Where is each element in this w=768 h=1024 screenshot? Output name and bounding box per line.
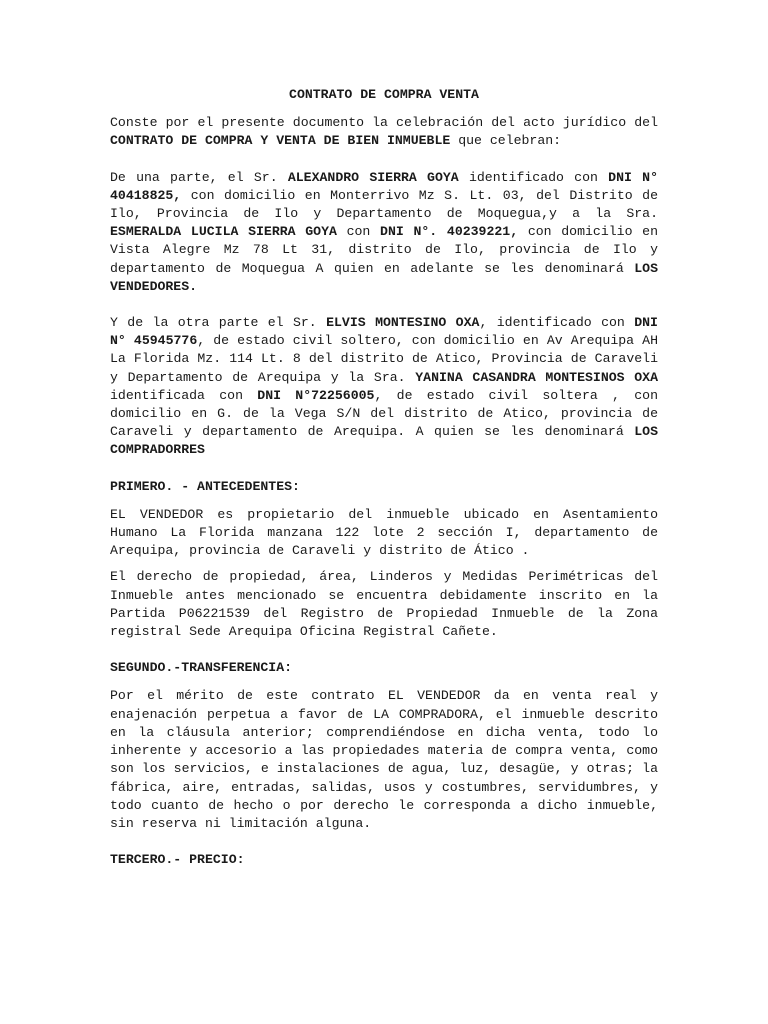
intro-paragraph: Conste por el presente documento la celebración del acto jurídico del CONTRATO DE COMPRA Y VENTA DE BIEN INMUEBLE que celebran: xyxy=(110,115,658,149)
document-title: CONTRATO DE COMPRA VENTA xyxy=(289,87,479,102)
section-heading-precio: TERCERO.- PRECIO: xyxy=(110,852,245,868)
section-heading-transferencia: SEGUNDO.-TRANSFERENCIA: xyxy=(110,660,293,676)
section-heading-antecedentes: PRIMERO. - ANTECEDENTES: xyxy=(110,478,300,494)
contract-page xyxy=(110,86,658,879)
sellers-paragraph: De una parte, el Sr. ALEXANDRO SIERRA GOYA identificado con DNI N° 40418825, con domicilio en Monterrivo Mz S. Lt. 03, del Distrito de Ilo, Provincia de Ilo y Departamento de Moquegua,y a la Sra. ESMERALDA LUCILA SIERRA GOYA con DNI N°. 40239221, con domicilio en Vista Alegre Mz 78 Lt 31, distrito de Ilo, provincia de Ilo y departamento de Moquegua A quien en adelante se les denominará LOS VENDEDORES. xyxy=(110,169,658,294)
antecedentes-paragraph-1: EL VENDEDOR es propietario del inmueble ubicado en Asentamiento Humano La Florida manzana 122 lote 2 sección I, departamento de Arequipa, provincia de Caraveli y distrito de Ático . xyxy=(110,506,658,559)
buyers-paragraph: Y de la otra parte el Sr. ELVIS MONTESINO OXA, identificado con DNI N° 45945776, de estado civil soltero, con domicilio en Av Arequipa AH La Florida Mz. 114 Lt. 8 del distrito de Atico, Provincia de Caraveli y Departamento de Arequipa y la Sra. YANINA CASANDRA MONTESINOS OXA identificada con DNI N°72256005, de estado civil soltera , con domicilio en G. de la Vega S/N del distrito de Atico, provincia de Caraveli y departamento de Arequipa. A quien se les denominará LOS COMPRADORRES xyxy=(110,315,658,458)
antecedentes-paragraph-2: El derecho de propiedad, área, Linderos y Medidas Perimétricas del Inmueble antes mencionado se encuentra debidamente inscrito en la Partida P06221539 del Registro de Propiedad Inmueble de la Zona registral Sede Arequipa Oficina Registral Cañete. xyxy=(110,569,658,640)
transferencia-paragraph: Por el mérito de este contrato EL VENDEDOR da en venta real y enajenación perpetua a favor de LA COMPRADORA, el inmueble descrito en la cláusula anterior; comprendiéndose en dicha venta, todo lo inherente y accesorio a las propiedades materia de compra venta, como son los servicios, e instalaciones de agua, luz, desagüe, y otras; la fábrica, aire, entradas, salidas, usos y costumbres, servidumbres, y todo cuanto de hecho o por derecho le corresponda a dicho inmueble, sin reserva ni limitación alguna. xyxy=(110,688,658,831)
